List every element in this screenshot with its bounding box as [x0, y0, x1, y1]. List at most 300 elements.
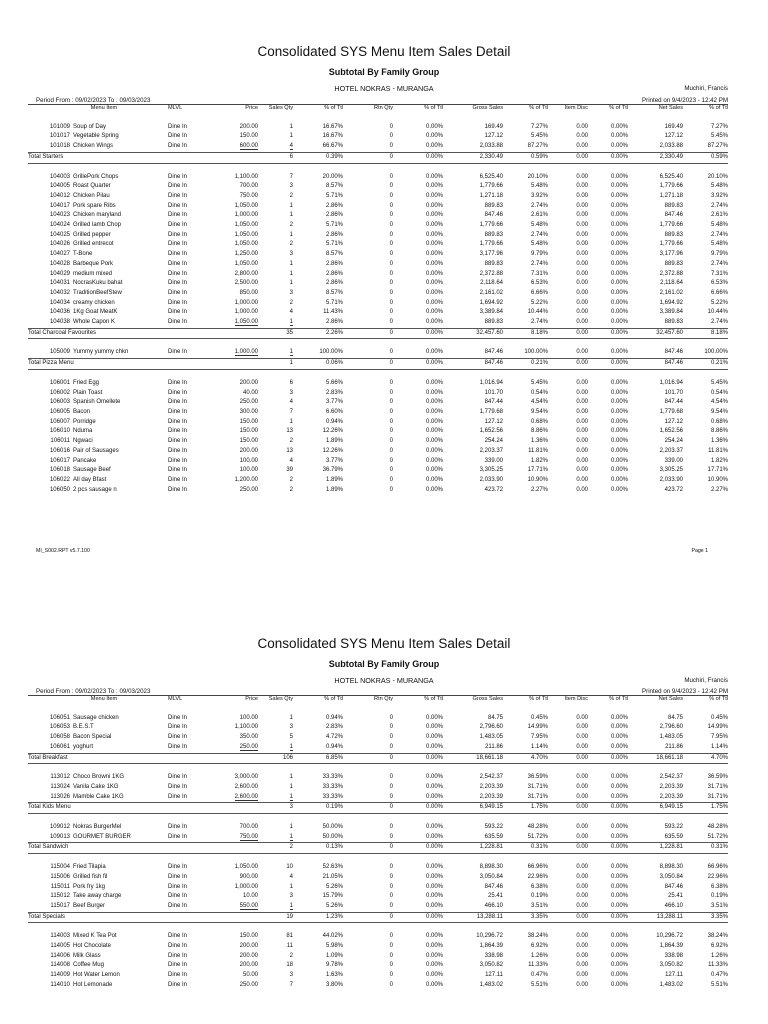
item-rtn-qty: 0	[389, 824, 393, 831]
item-pct-qty: 66.67%	[322, 143, 343, 150]
indent-cell	[28, 389, 40, 399]
item-pct-rtn: 0.00%	[425, 447, 443, 454]
item-number: 104028	[49, 260, 70, 267]
item-pct-rtn: 0.00%	[425, 212, 443, 219]
total-pct-qty: 0.39%	[293, 152, 343, 163]
item-pct-gross: 51.72%	[527, 833, 548, 840]
item-number: 101018	[49, 143, 70, 150]
item-pct-rtn: 0.00%	[425, 143, 443, 150]
column-headers	[28, 104, 728, 114]
item-price	[213, 902, 258, 912]
item-number: 104005	[49, 183, 70, 190]
item-disc: 0.00	[576, 319, 588, 326]
item-pct-net: 100.00%	[704, 349, 728, 356]
item-pct-net: 22.96%	[707, 873, 728, 880]
item-pct-net: 5.48%	[710, 222, 728, 229]
item-name: yoghurt	[73, 743, 94, 750]
item-pct-net: 31.71%	[707, 793, 728, 800]
total-sales-qty: 106	[258, 753, 293, 764]
item-name: Bacon Special	[73, 734, 112, 741]
group-total-label: Total Breakfast	[28, 753, 258, 764]
item-price: 1,050.00	[234, 260, 258, 267]
item-price: 1,000.00	[234, 299, 258, 306]
item-pct-rtn: 0.00%	[425, 418, 443, 425]
indent-cell	[28, 932, 40, 942]
total-disc: 0.00	[548, 803, 588, 814]
item-pct-net: 48.28%	[707, 824, 728, 831]
item-gross-sales: 3,050.82	[479, 962, 503, 969]
item-pct-disc: 0.00%	[610, 418, 628, 425]
item-pct-net: 2.74%	[710, 202, 728, 209]
table-row	[28, 883, 728, 893]
total-rtn-qty: 0	[343, 803, 393, 814]
item-number: 104031	[49, 280, 70, 287]
item-price: 100.00	[239, 467, 258, 474]
item-sales-qty: 1	[289, 883, 293, 890]
item-pct-net: 87.27%	[707, 143, 728, 150]
item-price: 200.00	[239, 123, 258, 130]
item-gross-sales: 1,483.02	[479, 981, 503, 988]
item-disc: 0.00	[576, 467, 588, 474]
item-pct-net: 3.51%	[710, 902, 728, 909]
item-number: 106016	[49, 447, 70, 454]
table-row	[28, 182, 728, 192]
item-pct-rtn: 0.00%	[425, 173, 443, 180]
item-gross-sales: 84.75	[487, 714, 503, 721]
item-rtn-qty: 0	[389, 202, 393, 209]
indent-cell	[28, 123, 40, 133]
item-sales-qty: 1	[289, 418, 293, 425]
total-sales-qty: 19	[258, 912, 293, 923]
indent-cell	[28, 981, 40, 991]
item-sales-qty: 13	[286, 428, 293, 435]
item-pct-disc: 0.00%	[610, 133, 628, 140]
item-pct-disc: 0.00%	[610, 743, 628, 750]
item-price: 200.00	[239, 379, 258, 386]
item-pct-rtn: 0.00%	[425, 408, 443, 415]
item-price	[213, 348, 258, 358]
item-rtn-qty: 0	[389, 133, 393, 140]
item-rtn-qty: 0	[389, 457, 393, 464]
group-spacer	[28, 764, 728, 774]
item-price: 150.00	[239, 133, 258, 140]
group-spacer	[28, 339, 728, 349]
item-number: 114006	[50, 952, 70, 959]
col-net-sales: Net Sales	[658, 696, 683, 702]
item-mlvl: Dine In	[168, 183, 188, 190]
item-pct-rtn: 0.00%	[425, 319, 443, 326]
item-sales-qty: 18	[286, 962, 293, 969]
item-sales-qty: 2	[289, 222, 293, 229]
total-pct-qty: 6.85%	[293, 753, 343, 764]
item-pct-gross: 1.26%	[530, 952, 548, 959]
item-sales-qty: 3	[289, 893, 293, 900]
item-pct-net: 36.59%	[707, 774, 728, 781]
spacer-cell	[28, 114, 728, 123]
item-name: Chicken maryland	[73, 212, 122, 219]
total-pct-net: 3.35%	[683, 912, 728, 923]
item-pct-rtn: 0.00%	[425, 833, 443, 840]
indent-cell	[28, 418, 40, 428]
item-rtn-qty: 0	[389, 873, 393, 880]
item-number: 106061	[49, 743, 70, 750]
item-net-sales: 1,652.56	[659, 428, 683, 435]
item-sales-qty: 13	[286, 447, 293, 454]
item-gross-sales: 3,305.25	[479, 467, 503, 474]
item-pct-qty: 5.71%	[325, 241, 343, 248]
indent-cell	[28, 202, 40, 212]
item-gross-sales: 2,118.64	[480, 280, 503, 287]
table-row	[28, 221, 728, 231]
group-spacer	[28, 163, 728, 173]
total-pct-rtn: 0.00%	[393, 843, 443, 854]
item-mlvl: Dine In	[168, 428, 188, 435]
item-number: 104012	[49, 192, 70, 199]
item-pct-disc: 0.00%	[610, 251, 628, 258]
item-rtn-qty: 0	[389, 962, 393, 969]
item-pct-disc: 0.00%	[610, 864, 628, 871]
item-pct-disc: 0.00%	[610, 428, 628, 435]
item-gross-sales: 847.46	[484, 212, 503, 219]
item-number: 106051	[49, 714, 70, 721]
item-pct-rtn: 0.00%	[425, 428, 443, 435]
total-disc: 0.00	[548, 753, 588, 764]
item-pct-qty: 2.86%	[325, 319, 343, 326]
item-sales-qty: 2	[289, 438, 293, 445]
item-name: Vanila Cake 1KG	[73, 783, 119, 790]
indent-cell	[28, 863, 40, 873]
item-sales-qty: 1	[289, 824, 293, 831]
item-disc: 0.00	[576, 418, 588, 425]
item-number: 106011	[50, 438, 70, 445]
item-gross-sales: 2,542.37	[479, 774, 503, 781]
total-pct-qty: 0.06%	[293, 359, 343, 370]
item-pct-net: 20.10%	[707, 173, 728, 180]
item-number: 104034	[49, 299, 70, 306]
item-rtn-qty: 0	[389, 933, 393, 940]
item-disc: 0.00	[576, 943, 588, 950]
item-mlvl: Dine In	[168, 952, 188, 959]
item-disc: 0.00	[576, 260, 588, 267]
item-disc: 0.00	[576, 241, 588, 248]
col-menu-item: Menu Item	[90, 105, 118, 111]
col-price: Price	[245, 696, 258, 702]
item-number: 106050	[49, 486, 70, 493]
item-net-sales: 1,779.68	[659, 408, 683, 415]
total-pct-gross: 0.21%	[503, 359, 548, 370]
item-disc: 0.00	[576, 299, 588, 306]
item-net-sales: 889.83	[664, 202, 683, 209]
item-pct-disc: 0.00%	[610, 981, 628, 988]
item-mlvl: Dine In	[168, 467, 188, 474]
item-pct-qty: 9.78%	[325, 962, 343, 969]
group-total-row	[28, 152, 728, 163]
item-name: Pair of Sausages	[73, 447, 119, 454]
item-price: 1,000.00	[234, 212, 258, 219]
item-pct-gross: 6.53%	[530, 280, 548, 287]
table-row	[28, 437, 728, 447]
item-net-sales: 3,305.25	[659, 467, 683, 474]
item-disc: 0.00	[576, 883, 588, 890]
item-mlvl: Dine In	[168, 349, 188, 356]
item-pct-gross: 10.90%	[527, 476, 548, 483]
table-row	[28, 457, 728, 467]
report-page-2	[0, 596, 768, 1024]
total-net-sales: 32,457.60	[628, 328, 683, 339]
item-gross-sales: 25.41	[487, 893, 503, 900]
item-rtn-qty: 0	[389, 486, 393, 493]
item-price: 1,000.00	[234, 883, 258, 890]
item-pct-disc: 0.00%	[610, 212, 628, 219]
col-rtn-qty: Rtn Qty	[374, 696, 393, 702]
item-rtn-qty: 0	[389, 743, 393, 750]
item-pct-net: 5.48%	[710, 241, 728, 248]
item-gross-sales: 3,050.84	[479, 873, 503, 880]
item-pct-qty: 12.26%	[322, 447, 343, 454]
item-name: All day Bfast	[73, 476, 107, 483]
item-gross-sales: 466.10	[484, 902, 503, 909]
item-pct-gross: 6.66%	[530, 289, 548, 296]
item-pct-qty: 6.60%	[325, 408, 343, 415]
item-pct-rtn: 0.00%	[425, 260, 443, 267]
item-pct-qty: 50.00%	[322, 824, 343, 831]
group-total-row	[28, 912, 728, 923]
item-rtn-qty: 0	[389, 299, 393, 306]
indent-cell	[28, 447, 40, 457]
item-disc: 0.00	[576, 486, 588, 493]
item-number: 106017	[49, 457, 70, 464]
item-pct-qty: 33.33%	[322, 774, 343, 781]
item-pct-net: 11.33%	[708, 962, 728, 969]
item-sales-qty: 4	[289, 399, 293, 406]
item-pct-rtn: 0.00%	[425, 457, 443, 464]
item-sales-qty: 3	[289, 724, 293, 731]
item-pct-qty: 5.71%	[325, 222, 343, 229]
indent-cell	[28, 211, 40, 221]
item-sales-qty: 6	[289, 379, 293, 386]
indent-cell	[28, 398, 40, 408]
item-name: NocrasKuku bahat	[73, 280, 123, 287]
item-rtn-qty: 0	[389, 943, 393, 950]
item-disc: 0.00	[576, 123, 588, 130]
total-gross-sales: 2,330.49	[443, 152, 503, 163]
item-pct-rtn: 0.00%	[425, 864, 443, 871]
item-price: 100.00	[239, 714, 258, 721]
item-gross-sales: 1,016.94	[479, 379, 503, 386]
total-pct-net: 8.18%	[683, 328, 728, 339]
item-gross-sales: 127.12	[484, 133, 503, 140]
indent-cell	[28, 714, 40, 724]
item-pct-net: 0.47%	[710, 972, 728, 979]
item-sales-qty: 10	[286, 864, 293, 871]
item-pct-qty: 4.72%	[325, 734, 343, 741]
table-row	[28, 173, 728, 183]
col-gross-sales: Gross Sales	[472, 696, 503, 702]
spacer-cell	[28, 369, 728, 379]
total-pct-gross: 0.59%	[503, 152, 548, 163]
item-number: 114003	[50, 933, 70, 940]
group-total-label: Total Starters	[28, 152, 258, 163]
item-pct-disc: 0.00%	[610, 893, 628, 900]
item-pct-qty: 8.57%	[325, 183, 343, 190]
item-sales-qty-value: 1	[289, 833, 293, 840]
item-mlvl: Dine In	[168, 486, 188, 493]
total-pct-disc: 0.00%	[588, 359, 628, 370]
indent-cell	[28, 783, 40, 793]
item-pct-disc: 0.00%	[610, 202, 628, 209]
item-pct-disc: 0.00%	[610, 241, 628, 248]
item-pct-rtn: 0.00%	[425, 389, 443, 396]
item-sales-qty-value: 1	[289, 349, 293, 356]
item-pct-gross: 1.82%	[530, 457, 548, 464]
item-pct-qty: 1.09%	[325, 952, 343, 959]
item-sales-qty: 7	[289, 408, 293, 415]
item-mlvl: Dine In	[168, 319, 188, 326]
item-name: Nduma	[73, 428, 93, 435]
total-sales-qty: 3	[258, 803, 293, 814]
item-pct-rtn: 0.00%	[425, 902, 443, 909]
item-price: 250.00	[239, 399, 258, 406]
item-rtn-qty: 0	[389, 902, 393, 909]
total-net-sales: 13,288.11	[628, 912, 683, 923]
item-name: Choco Browni 1KG	[73, 774, 125, 781]
item-number: 104036	[49, 309, 70, 316]
item-gross-sales: 3,177.96	[479, 251, 503, 258]
item-pct-rtn: 0.00%	[425, 399, 443, 406]
total-gross-sales: 6,949.15	[443, 803, 503, 814]
item-gross-sales: 339.00	[484, 457, 503, 464]
item-rtn-qty: 0	[389, 309, 393, 316]
item-rtn-qty: 0	[389, 981, 393, 988]
item-pct-disc: 0.00%	[610, 774, 628, 781]
item-pct-net: 4.54%	[710, 399, 728, 406]
item-disc: 0.00	[576, 309, 588, 316]
indent-cell	[28, 221, 40, 231]
item-pct-rtn: 0.00%	[425, 486, 443, 493]
item-net-sales: 6,525.40	[659, 173, 683, 180]
item-name: 2 pcs sausage n	[73, 486, 117, 493]
item-pct-qty: 0.94%	[325, 418, 343, 425]
item-net-sales: 847.46	[664, 349, 683, 356]
item-pct-gross: 31.71%	[527, 783, 548, 790]
item-pct-qty: 5.71%	[325, 192, 343, 199]
item-mlvl: Dine In	[168, 981, 188, 988]
item-name: Spanish Omellete	[73, 399, 121, 406]
item-mlvl: Dine In	[168, 873, 188, 880]
item-number: 106018	[49, 467, 70, 474]
item-pct-net: 2.74%	[710, 319, 728, 326]
item-gross-sales: 2,033.90	[479, 476, 503, 483]
item-mlvl: Dine In	[168, 399, 188, 406]
item-name: Hot Chocolate	[73, 943, 112, 950]
item-disc: 0.00	[576, 824, 588, 831]
item-net-sales: 1,271.18	[659, 192, 683, 199]
item-net-sales: 2,796.60	[659, 724, 683, 731]
item-net-sales: 3,389.84	[659, 309, 683, 316]
indent-cell	[28, 182, 40, 192]
item-pct-disc: 0.00%	[610, 408, 628, 415]
item-disc: 0.00	[576, 833, 588, 840]
item-number: 104025	[49, 231, 70, 238]
item-price: 40.00	[242, 389, 258, 396]
item-pct-gross: 48.28%	[527, 824, 548, 831]
item-pct-net: 3.92%	[710, 192, 728, 199]
indent-cell	[28, 773, 40, 783]
item-mlvl: Dine In	[168, 774, 188, 781]
indent-cell	[28, 873, 40, 883]
item-pct-rtn: 0.00%	[425, 893, 443, 900]
item-pct-rtn: 0.00%	[425, 133, 443, 140]
item-pct-gross: 0.47%	[530, 972, 548, 979]
printed-on: Printed on 9/4/2023 - 12:42 PM	[642, 97, 728, 104]
item-pct-gross: 5.48%	[530, 183, 548, 190]
item-sales-qty: 1	[289, 260, 293, 267]
indent-cell	[28, 457, 40, 467]
group-total-label: Total Kids Menu	[28, 803, 258, 814]
item-gross-sales: 847.46	[484, 883, 503, 890]
item-number: 115004	[50, 864, 70, 871]
item-pct-disc: 0.00%	[610, 143, 628, 150]
item-pct-qty: 11.43%	[323, 309, 343, 316]
indent-cell	[28, 743, 40, 753]
item-name: creamy chicken	[73, 299, 115, 306]
indent-cell	[28, 408, 40, 418]
item-disc: 0.00	[576, 222, 588, 229]
total-pct-rtn: 0.00%	[393, 152, 443, 163]
item-mlvl: Dine In	[168, 212, 188, 219]
item-pct-gross: 22.96%	[527, 873, 548, 880]
item-pct-net: 5.45%	[710, 379, 728, 386]
item-pct-qty: 5.98%	[325, 943, 343, 950]
item-pct-gross: 1.14%	[530, 743, 548, 750]
item-pct-gross: 8.86%	[530, 428, 548, 435]
table-row	[28, 981, 728, 991]
total-sales-qty: 35	[258, 328, 293, 339]
item-name: Nokras BurgerMel	[73, 824, 122, 831]
item-disc: 0.00	[576, 289, 588, 296]
item-disc: 0.00	[576, 734, 588, 741]
item-pct-gross: 11.33%	[528, 962, 548, 969]
table-row	[28, 961, 728, 971]
item-pct-gross: 5.51%	[530, 981, 548, 988]
item-pct-net: 1.26%	[710, 952, 728, 959]
item-disc: 0.00	[576, 743, 588, 750]
indent-cell	[28, 961, 40, 971]
group-total-label: Total Sandwich	[28, 843, 258, 854]
item-pct-rtn: 0.00%	[425, 933, 443, 940]
item-sales-qty: 2	[289, 299, 293, 306]
item-rtn-qty: 0	[389, 143, 393, 150]
item-net-sales: 889.83	[664, 231, 683, 238]
indent-cell	[28, 192, 40, 202]
item-pct-net: 66.96%	[707, 864, 728, 871]
item-net-sales: 3,050.84	[659, 873, 683, 880]
item-mlvl: Dine In	[168, 270, 188, 277]
total-net-sales: 6,949.15	[628, 803, 683, 814]
item-rtn-qty: 0	[389, 319, 393, 326]
item-pct-disc: 0.00%	[610, 399, 628, 406]
indent-cell	[28, 250, 40, 260]
item-gross-sales: 2,161.02	[479, 289, 503, 296]
table-row	[28, 279, 728, 289]
table-row	[28, 250, 728, 260]
item-gross-sales: 2,203.39	[479, 793, 503, 800]
total-sales-qty: 1	[258, 359, 293, 370]
item-number: 104024	[49, 222, 70, 229]
item-disc: 0.00	[576, 447, 588, 454]
item-sales-qty	[258, 743, 293, 753]
total-pct-net: 0.31%	[683, 843, 728, 854]
